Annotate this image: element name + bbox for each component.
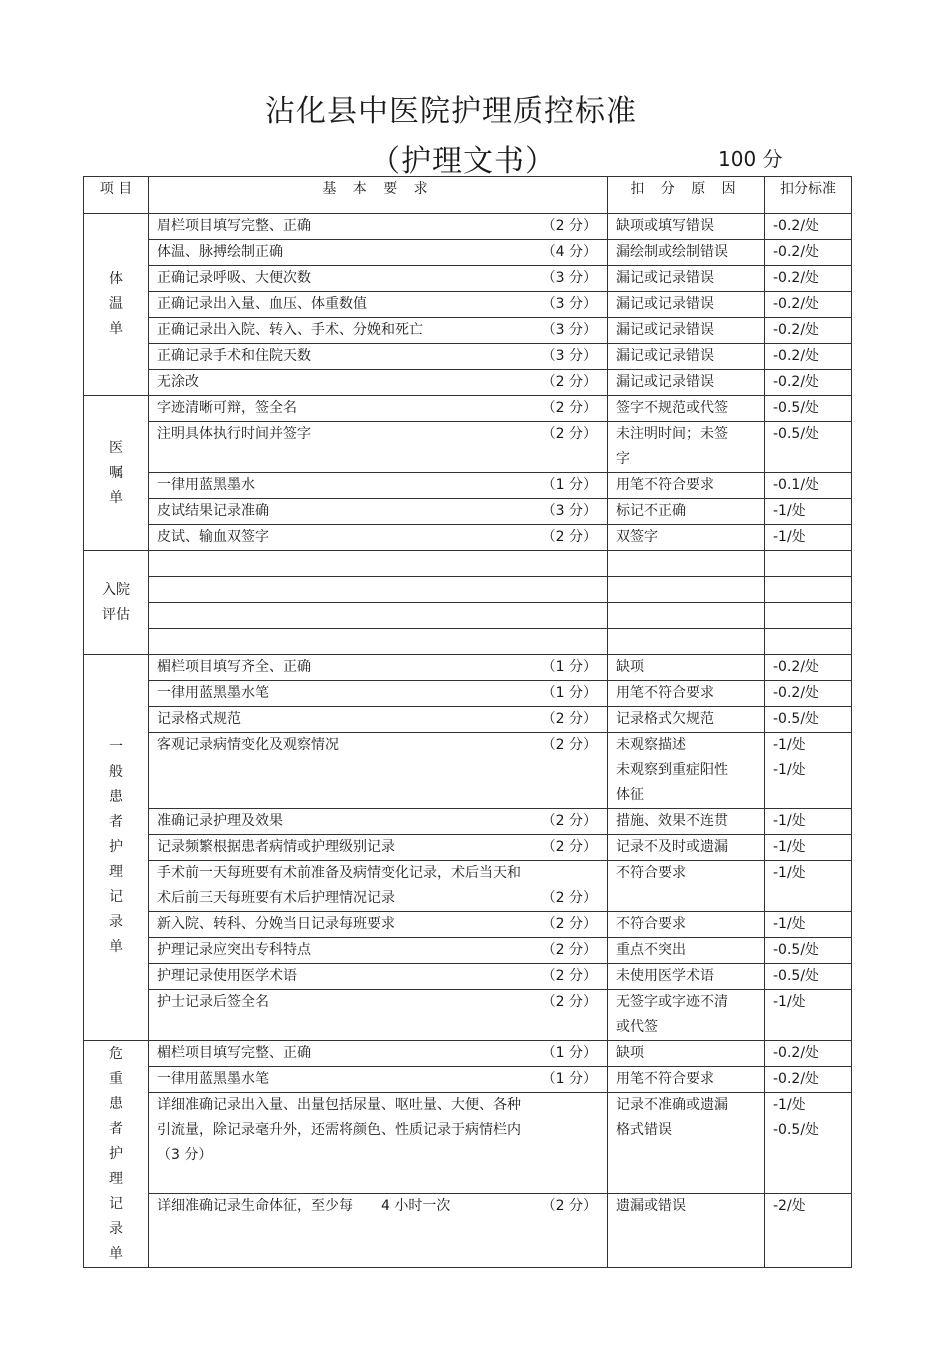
deduction-standard	[765, 912, 852, 938]
requirement-text: 一律用蓝黑墨水笔	[157, 1071, 269, 1087]
table-row	[84, 809, 852, 835]
deduction-reason	[608, 525, 765, 551]
deduction-standard	[765, 1067, 852, 1093]
section-label-char: 护	[109, 839, 123, 855]
section-label-char: 记	[109, 1195, 123, 1212]
requirement-text: 无涂改	[157, 374, 199, 390]
requirement-cell	[149, 1067, 608, 1093]
table-row	[84, 499, 852, 525]
table-row	[84, 473, 852, 499]
section-label-general	[84, 655, 149, 1041]
empty-cell	[608, 551, 765, 577]
deduction-standard-text: -1/处	[773, 916, 806, 932]
requirement-text: 新入院、转科、分娩当日记录每班要求	[157, 916, 395, 932]
table-row	[84, 938, 852, 964]
deduction-standard	[765, 266, 852, 292]
table-row	[84, 370, 852, 396]
deduction-standard	[765, 938, 852, 964]
empty-cell	[608, 629, 765, 655]
requirement-cell	[149, 473, 608, 499]
deduction-reason-text: 用笔不符合要求	[616, 685, 714, 701]
table-row	[84, 551, 852, 577]
requirement-points: （1 分）	[541, 1071, 597, 1087]
table-row	[84, 292, 852, 318]
requirement-cell	[149, 1041, 608, 1067]
requirement-text: 正确记录出入量、血压、体重数值	[157, 296, 367, 312]
requirement-points: （2 分）	[541, 374, 597, 390]
deduction-standard	[765, 396, 852, 422]
deduction-reason-text: 重点不突出	[616, 942, 686, 958]
deduction-standard	[765, 1194, 852, 1268]
requirement-text: 皮试、输血双签字	[157, 529, 269, 545]
deduction-standard-text: -1/处	[773, 839, 806, 855]
requirement-text: 正确记录出入院、转入、手术、分娩和死亡	[157, 322, 423, 338]
section-label-char: 单	[109, 1245, 123, 1262]
requirement-points: （2 分）	[541, 400, 597, 416]
requirement-points: （1 分）	[541, 659, 597, 675]
requirement-points: （2 分）	[541, 942, 597, 958]
section-label-char: 单	[109, 939, 123, 955]
table-row	[84, 318, 852, 344]
requirement-cell	[149, 990, 608, 1041]
table-row	[84, 990, 852, 1041]
deduction-reason	[608, 344, 765, 370]
deduction-reason	[608, 473, 765, 499]
requirement-text: 楣栏项目填写齐全、正确	[157, 659, 311, 675]
requirement-text: 一律用蓝黑墨水笔	[157, 685, 269, 701]
section-label-char: 患	[109, 789, 123, 805]
requirement-points: （3 分）	[541, 348, 597, 364]
deduction-reason	[608, 1093, 765, 1194]
deduction-reason-text: 不符合要求	[616, 865, 686, 881]
requirement-cell	[149, 681, 608, 707]
deduction-standard	[765, 525, 852, 551]
deduction-standard-text: -1/处	[773, 865, 806, 881]
section-label-char: 记	[109, 889, 123, 905]
deduction-standard-text: -0.2/处	[773, 218, 820, 234]
document-title: 沾化县中医院护理质控标准	[265, 94, 637, 129]
requirement-points: （2 分）	[541, 813, 597, 829]
deduction-reason	[608, 861, 765, 912]
table-row	[84, 1194, 852, 1268]
deduction-reason-text: 双签字	[616, 529, 658, 545]
deduction-standard-text: -0.5/处	[773, 400, 820, 416]
requirement-cell	[149, 214, 608, 240]
empty-cell	[608, 603, 765, 629]
requirement-points: （2 分）	[541, 916, 597, 932]
deduction-standard-text: -0.2/处	[773, 1045, 820, 1061]
deduction-standard-text: -0.2/处	[773, 270, 820, 286]
section-label-char: 医	[109, 439, 123, 456]
requirement-points: （2 分）	[541, 529, 597, 545]
table-row	[84, 681, 852, 707]
section-label-critical	[84, 1041, 149, 1268]
deduction-reason	[608, 707, 765, 733]
deduction-reason	[608, 266, 765, 292]
requirement-text: 手术前一天每班要有术前准备及病情变化记录，术后当天和 术后前三天每班要有术后护理情况记录	[157, 865, 521, 906]
deduction-reason-text: 漏记或记录错误	[616, 322, 714, 338]
deduction-reason	[608, 499, 765, 525]
requirement-text: 注明具体执行时间并签字	[157, 426, 311, 442]
empty-cell	[149, 629, 608, 655]
requirement-text: 皮试结果记录准确	[157, 503, 269, 519]
deduction-standard-text: -0.2/处	[773, 296, 820, 312]
deduction-reason	[608, 938, 765, 964]
empty-cell	[765, 577, 852, 603]
table-row	[84, 1067, 852, 1093]
table-row	[84, 733, 852, 809]
requirement-text: 护士记录后签全名	[157, 994, 269, 1010]
section-label-char: 录	[109, 914, 123, 930]
deduction-standard-text: -0.2/处	[773, 1071, 820, 1087]
requirement-cell	[149, 938, 608, 964]
requirement-points: （2 分）	[541, 890, 597, 906]
deduction-standard-text: -0.2/处	[773, 685, 820, 701]
section-label-char: 者	[109, 1120, 123, 1137]
deduction-standard	[765, 861, 852, 912]
requirement-cell	[149, 292, 608, 318]
requirement-text: 字迹清晰可辩，签全名	[157, 400, 297, 416]
deduction-reason-text: 不符合要求	[616, 916, 686, 932]
deduction-standard-text: -0.2/处	[773, 374, 820, 390]
header-requirement: 基 本 要 求	[149, 177, 608, 214]
deduction-standard-text: -0.5/处	[773, 426, 820, 442]
deduction-reason-text: 漏记或记录错误	[616, 374, 714, 390]
empty-cell	[149, 577, 608, 603]
deduction-standard-text: -0.1/处	[773, 477, 820, 493]
requirement-cell	[149, 1093, 608, 1194]
requirement-cell	[149, 809, 608, 835]
section-label-order	[84, 396, 149, 551]
deduction-standard-text: -1/处	[773, 529, 806, 545]
requirement-points: （1 分）	[541, 477, 597, 493]
deduction-reason-text: 缺项	[616, 1045, 644, 1061]
requirement-points: （3 分）	[541, 322, 597, 338]
deduction-standard-text: -1/处 -0.5/处	[773, 1097, 820, 1138]
requirement-cell	[149, 835, 608, 861]
deduction-standard	[765, 370, 852, 396]
requirement-text: 客观记录病情变化及观察情况	[157, 737, 339, 753]
requirement-text: 详细准确记录生命体征，至少每 4 小时一次	[157, 1198, 451, 1214]
deduction-reason	[608, 990, 765, 1041]
deduction-standard	[765, 240, 852, 266]
deduction-standard	[765, 835, 852, 861]
table-row	[84, 1093, 852, 1194]
requirement-points: （2 分）	[541, 994, 597, 1010]
deduction-standard-text: -0.5/处	[773, 711, 820, 727]
requirement-text: 楣栏项目填写完整、正确	[157, 1045, 311, 1061]
deduction-reason	[608, 292, 765, 318]
deduction-standard-text: -1/处	[773, 813, 806, 829]
table-header-row	[84, 177, 852, 214]
requirement-cell	[149, 861, 608, 912]
section-label-char: 入院	[102, 581, 130, 598]
deduction-reason-text: 用笔不符合要求	[616, 477, 714, 493]
deduction-standard	[765, 655, 852, 681]
table-row	[84, 525, 852, 551]
document-subtitle: （护理文书）	[370, 144, 556, 179]
requirement-cell	[149, 707, 608, 733]
deduction-standard	[765, 1093, 852, 1194]
requirement-cell	[149, 396, 608, 422]
empty-cell	[608, 577, 765, 603]
requirement-points: （2 分）	[541, 1198, 597, 1214]
empty-cell	[149, 551, 608, 577]
deduction-reason	[608, 396, 765, 422]
table-row	[84, 344, 852, 370]
section-label-char: 理	[109, 864, 123, 880]
header-project: 项 目	[84, 177, 149, 214]
deduction-reason	[608, 370, 765, 396]
section-label-char: 者	[109, 814, 123, 830]
deduction-standard	[765, 318, 852, 344]
requirement-text: 体温、脉搏绘制正确	[157, 244, 283, 260]
requirement-cell	[149, 318, 608, 344]
table-row	[84, 396, 852, 422]
section-label-char: 重	[109, 1070, 123, 1087]
deduction-standard	[765, 733, 852, 809]
requirement-cell	[149, 240, 608, 266]
section-label-char: 般	[109, 764, 123, 780]
table-row	[84, 861, 852, 912]
section-label-char: 患	[109, 1095, 123, 1112]
section-label-char: 危	[109, 1045, 123, 1062]
deduction-reason-text: 无签字或字迹不清 或代签	[616, 994, 728, 1035]
deduction-standard	[765, 964, 852, 990]
requirement-points: （3 分）	[541, 270, 597, 286]
deduction-reason-text: 未注明时间；未签 字	[616, 426, 728, 467]
deduction-reason	[608, 964, 765, 990]
table-row	[84, 577, 852, 603]
requirement-text: 记录频繁根据患者病情或护理级别记录	[157, 839, 395, 855]
requirement-cell	[149, 422, 608, 473]
deduction-reason-text: 漏记或记录错误	[616, 296, 714, 312]
requirement-cell	[149, 733, 608, 809]
section-label-char: 体	[109, 271, 123, 287]
section-label-char: 单	[109, 321, 123, 337]
section-label-char: 一	[109, 739, 123, 755]
section-label-char: 温	[109, 296, 123, 312]
deduction-standard	[765, 344, 852, 370]
section-label-admit	[84, 551, 149, 655]
table-row	[84, 603, 852, 629]
deduction-standard-text: -0.2/处	[773, 348, 820, 364]
deduction-reason	[608, 809, 765, 835]
deduction-standard-text: -0.2/处	[773, 322, 820, 338]
deduction-reason	[608, 835, 765, 861]
deduction-reason	[608, 655, 765, 681]
deduction-reason	[608, 318, 765, 344]
requirement-points: （4 分）	[541, 244, 597, 260]
empty-cell	[765, 551, 852, 577]
requirement-points: （2 分）	[541, 968, 597, 984]
total-score: 100 分	[718, 147, 783, 171]
requirement-text: 正确记录手术和住院天数	[157, 348, 311, 364]
header-reason: 扣 分 原 因	[608, 177, 765, 214]
deduction-reason	[608, 912, 765, 938]
requirement-cell	[149, 266, 608, 292]
table-row	[84, 422, 852, 473]
deduction-reason-text: 漏记或记录错误	[616, 270, 714, 286]
requirement-points: （2 分）	[541, 218, 597, 234]
requirement-cell	[149, 964, 608, 990]
deduction-reason-text: 漏绘制或绘制错误	[616, 244, 728, 260]
deduction-standard	[765, 214, 852, 240]
requirement-text: 详细准确记录出入量、出量包括尿量、呕吐量、大便、各种 引流量，除记录毫升外，还需将颜色、性质记录于病情栏内 （3 分）	[157, 1097, 521, 1163]
requirement-cell	[149, 525, 608, 551]
table-row	[84, 964, 852, 990]
deduction-reason-text: 记录不及时或遗漏	[616, 839, 728, 855]
deduction-reason-text: 漏记或记录错误	[616, 348, 714, 364]
section-label-char: 单	[109, 489, 123, 506]
section-label-char: 理	[109, 1170, 123, 1187]
requirement-text: 记录格式规范	[157, 711, 241, 727]
table-row	[84, 214, 852, 240]
requirement-cell	[149, 370, 608, 396]
deduction-reason-text: 记录不准确或遗漏 格式错误	[616, 1097, 728, 1138]
section-label-char: 嘱	[109, 464, 123, 481]
requirement-points: （2 分）	[541, 426, 597, 442]
deduction-standard	[765, 1041, 852, 1067]
requirement-points: （1 分）	[541, 685, 597, 701]
deduction-reason-text: 标记不正确	[616, 503, 686, 519]
deduction-standard	[765, 473, 852, 499]
deduction-reason-text: 措施、效果不连贯	[616, 813, 728, 829]
requirement-cell	[149, 1194, 608, 1268]
deduction-reason	[608, 240, 765, 266]
empty-cell	[765, 603, 852, 629]
deduction-standard-text: -1/处	[773, 503, 806, 519]
requirement-cell	[149, 912, 608, 938]
deduction-standard-text: -0.2/处	[773, 659, 820, 675]
table-row	[84, 835, 852, 861]
deduction-standard-text: -2/处	[773, 1198, 806, 1214]
deduction-reason-text: 记录格式欠规范	[616, 711, 714, 727]
deduction-reason-text: 遗漏或错误	[616, 1198, 686, 1214]
table-row	[84, 655, 852, 681]
deduction-reason-text: 缺项或填写错误	[616, 218, 714, 234]
table-row	[84, 266, 852, 292]
deduction-standard-text: -0.2/处	[773, 244, 820, 260]
deduction-reason	[608, 1067, 765, 1093]
requirement-text: 正确记录呼吸、大便次数	[157, 270, 311, 286]
deduction-standard	[765, 499, 852, 525]
section-label-char: 评估	[102, 606, 130, 623]
requirement-text: 护理记录应突出专科特点	[157, 942, 311, 958]
requirement-points: （2 分）	[541, 737, 597, 753]
table-row	[84, 629, 852, 655]
requirement-cell	[149, 655, 608, 681]
requirement-points: （2 分）	[541, 839, 597, 855]
deduction-standard-text: -0.5/处	[773, 942, 820, 958]
deduction-standard	[765, 292, 852, 318]
deduction-reason	[608, 422, 765, 473]
requirement-points: （2 分）	[541, 711, 597, 727]
table-row	[84, 240, 852, 266]
deduction-standard	[765, 681, 852, 707]
deduction-reason-text: 未使用医学术语	[616, 968, 714, 984]
requirement-points: （1 分）	[541, 1045, 597, 1061]
requirement-points: （3 分）	[541, 296, 597, 312]
table-row	[84, 912, 852, 938]
deduction-reason	[608, 1041, 765, 1067]
deduction-reason	[608, 214, 765, 240]
deduction-standard-text: -1/处	[773, 994, 806, 1010]
deduction-standard	[765, 422, 852, 473]
requirement-cell	[149, 499, 608, 525]
section-label-char: 录	[109, 1220, 123, 1237]
requirement-text: 准确记录护理及效果	[157, 813, 283, 829]
deduction-reason	[608, 1194, 765, 1268]
header-standard: 扣分标准	[765, 177, 852, 214]
deduction-reason-text: 签字不规范或代签	[616, 400, 728, 416]
deduction-standard	[765, 990, 852, 1041]
requirement-text: 护理记录使用医学术语	[157, 968, 297, 984]
requirement-text: 眉栏项目填写完整、正确	[157, 218, 311, 234]
deduction-standard-text: -0.5/处	[773, 968, 820, 984]
deduction-reason-text: 缺项	[616, 659, 644, 675]
deduction-standard	[765, 809, 852, 835]
deduction-standard	[765, 707, 852, 733]
requirement-cell	[149, 344, 608, 370]
deduction-reason	[608, 733, 765, 809]
deduction-reason	[608, 681, 765, 707]
table-row	[84, 707, 852, 733]
requirement-points: （3 分）	[541, 503, 597, 519]
empty-cell	[765, 629, 852, 655]
deduction-reason-text: 用笔不符合要求	[616, 1071, 714, 1087]
section-label-char: 护	[109, 1145, 123, 1162]
section-label-temp	[84, 214, 149, 396]
table-row	[84, 1041, 852, 1067]
standards-table	[83, 176, 852, 1268]
requirement-text: 一律用蓝黑墨水	[157, 477, 255, 493]
deduction-standard-text: -1/处 -1/处	[773, 737, 806, 778]
empty-cell	[149, 603, 608, 629]
deduction-reason-text: 未观察描述 未观察到重症阳性 体征	[616, 737, 728, 803]
